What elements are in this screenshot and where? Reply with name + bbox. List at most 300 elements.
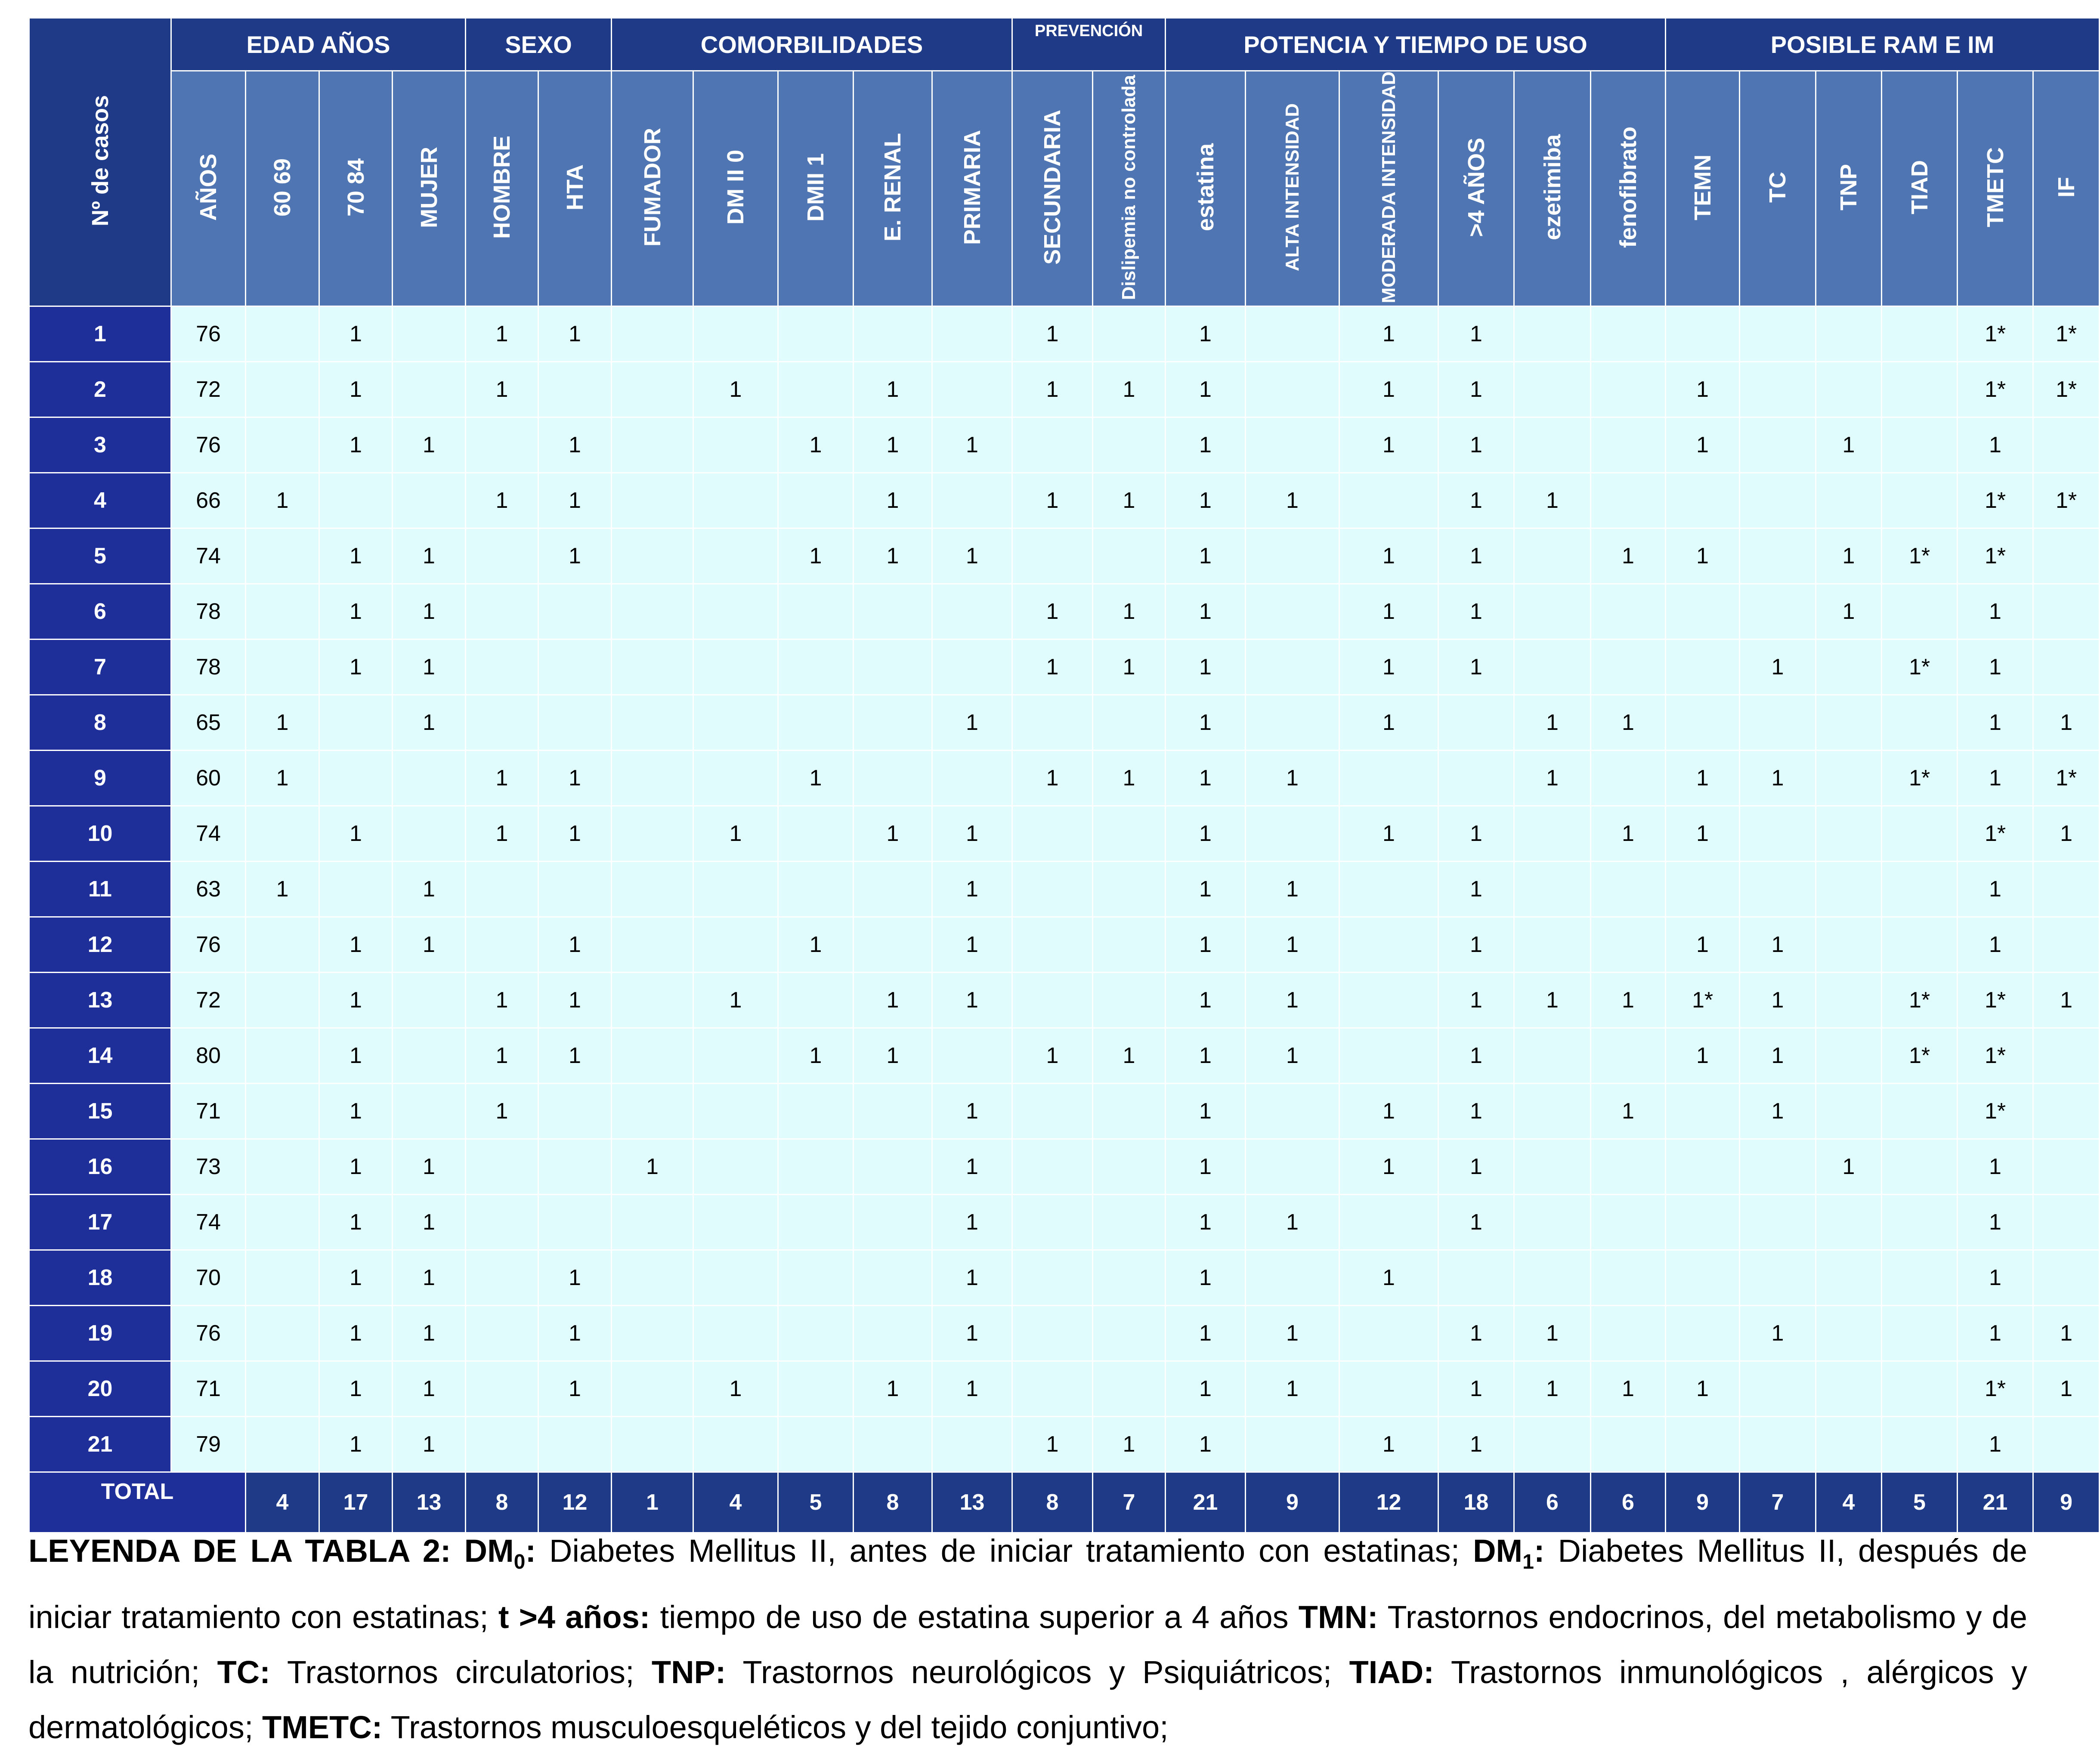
table-cell: [1740, 584, 1816, 639]
table-cell: 1: [1012, 750, 1093, 806]
table-cell: 1: [1438, 1194, 1514, 1250]
table-cell: [1740, 528, 1816, 584]
table-cell: 1*: [1882, 528, 1958, 584]
total-cell: 6: [1591, 1472, 1666, 1533]
case-number: 5: [29, 528, 171, 584]
total-cell: 13: [932, 1472, 1012, 1533]
column-header-label: TIAD: [1906, 160, 1933, 215]
table-cell: 1: [466, 473, 538, 528]
table-cell: 1*: [1958, 306, 2033, 362]
table-cell: [1093, 972, 1166, 1028]
table-cell: [466, 1416, 538, 1472]
table-cell: 1: [538, 1250, 612, 1305]
table-cell: [778, 306, 854, 362]
table-cell: [1882, 1083, 1958, 1139]
table-cell: 1*: [1958, 1083, 2033, 1139]
table-cell: [854, 584, 932, 639]
table-cell: [612, 861, 693, 917]
total-cell: 8: [466, 1472, 538, 1533]
table-cell: [466, 861, 538, 917]
table-cell: [1514, 1083, 1591, 1139]
table-cell: [1591, 1194, 1666, 1250]
column-header-label: HOMBRE: [489, 136, 515, 239]
table-cell: 1: [1166, 1250, 1246, 1305]
table-cell: 1: [1246, 1361, 1339, 1416]
column-header-label: ALTA INTENSIDAD: [1281, 103, 1303, 272]
table-cell: 1: [319, 306, 393, 362]
table-cell: 1: [538, 1361, 612, 1416]
table-cell: [1666, 1139, 1740, 1194]
table-cell: [538, 1416, 612, 1472]
column-header-fumador: [612, 71, 693, 306]
table-cell: [246, 639, 319, 695]
table-cell: [693, 639, 778, 695]
table-cell: 1: [1012, 362, 1093, 417]
table-cell: [612, 806, 693, 861]
table-cell: [1740, 861, 1816, 917]
table-cell: 1: [932, 1250, 1012, 1305]
table-cell: [1339, 1028, 1438, 1083]
table-cell: 1: [1166, 639, 1246, 695]
table-cell: 1: [1093, 362, 1166, 417]
table-cell: 1: [1666, 362, 1740, 417]
table-cell: [1666, 1250, 1740, 1305]
table-cell: [1740, 1194, 1816, 1250]
table-cell: 1: [1438, 917, 1514, 972]
legend-term: DM: [1473, 1533, 1523, 1569]
table-cell: 1: [1816, 584, 1882, 639]
table-cell: 74: [171, 806, 246, 861]
table-cell: [2033, 1028, 2100, 1083]
table-cell: [1740, 1361, 1816, 1416]
table-cell: [1339, 473, 1438, 528]
table-cell: 1: [538, 1305, 612, 1361]
table-cell: [854, 750, 932, 806]
table-cell: 1: [1166, 1028, 1246, 1083]
table-cell: 1: [932, 1194, 1012, 1250]
table-cell: 1: [854, 362, 932, 417]
table-body: [29, 306, 2100, 1472]
column-header-label: MUJER: [416, 146, 442, 228]
table-cell: [693, 1305, 778, 1361]
table-cell: [1882, 306, 1958, 362]
table-cell: [612, 1416, 693, 1472]
legend-definition: Trastornos inmunológicos , alérgicos y dermatológicos;: [28, 1654, 2027, 1745]
column-header-primaria: [932, 71, 1012, 306]
total-cell: 17: [319, 1472, 393, 1533]
table-cell: [778, 1416, 854, 1472]
table-cell: 1*: [1958, 972, 2033, 1028]
legend-definition: Diabetes Mellitus II, antes de iniciar tratamiento con estatinas;: [536, 1533, 1473, 1569]
table-cell: [1740, 473, 1816, 528]
table-cell: 1: [393, 695, 466, 750]
table-cell: [1591, 584, 1666, 639]
column-header-tmetc: [1958, 71, 2033, 306]
legend-definition: Trastornos neurológicos y Psiquiátricos;: [726, 1654, 1349, 1690]
table-cell: 1: [1339, 695, 1438, 750]
column-header-ezetimiba: [1514, 71, 1591, 306]
case-number: 18: [29, 1250, 171, 1305]
column-header-if: [2033, 71, 2100, 306]
data-table-container: [28, 17, 2079, 1533]
legend-definition: Diabetes Mellitus II, después de iniciar tratamiento con estatinas;: [28, 1533, 2027, 1635]
legend-definition: Trastornos endocrinos, del metabolismo y de la nutrición;: [28, 1599, 2027, 1690]
case-number: 13: [29, 972, 171, 1028]
legend-term: TIAD:: [1349, 1654, 1434, 1690]
table-cell: [778, 1139, 854, 1194]
table-cell: [1882, 362, 1958, 417]
table-cell: [1816, 1028, 1882, 1083]
table-cell: 1: [693, 362, 778, 417]
column-header-moderada-intensidad: [1339, 71, 1438, 306]
table-cell: [2033, 1083, 2100, 1139]
table-cell: [612, 750, 693, 806]
table-cell: 1: [393, 417, 466, 473]
table-cell: 1*: [1882, 1028, 1958, 1083]
legend-term: t >4 años:: [498, 1599, 650, 1635]
legend-term-subscript: 1: [1522, 1550, 1534, 1573]
table-cell: [1093, 695, 1166, 750]
column-header-dislipemia-no-controlada: [1093, 71, 1166, 306]
table-cell: [1438, 750, 1514, 806]
table-cell: 1: [2033, 1305, 2100, 1361]
total-cell: 7: [1740, 1472, 1816, 1533]
table-cell: 1: [1012, 584, 1093, 639]
table-cell: 1: [1514, 1305, 1591, 1361]
table-cell: [466, 1139, 538, 1194]
table-cell: 1: [1438, 362, 1514, 417]
table-cell: 1: [1246, 473, 1339, 528]
table-cell: 1: [1666, 1028, 1740, 1083]
table-cell: 1: [1246, 1194, 1339, 1250]
table-cell: [1591, 1139, 1666, 1194]
legend-definition: Trastornos circulatorios;: [270, 1654, 652, 1690]
case-number: 17: [29, 1194, 171, 1250]
table-cell: [1740, 695, 1816, 750]
table-cell: 1: [1740, 1028, 1816, 1083]
table-cell: [932, 362, 1012, 417]
table-cell: 1: [1438, 473, 1514, 528]
table-cell: 1: [1438, 806, 1514, 861]
table-cell: 1: [1958, 584, 2033, 639]
table-cell: [1339, 972, 1438, 1028]
table-cell: [1882, 473, 1958, 528]
table-cell: [538, 639, 612, 695]
table-cell: [466, 1194, 538, 1250]
case-number: 1: [29, 306, 171, 362]
table-cell: 1*: [1882, 750, 1958, 806]
table-cell: 1: [2033, 695, 2100, 750]
legend-separator: :: [525, 1533, 536, 1569]
table-cell: [693, 584, 778, 639]
table-row: [29, 1139, 2100, 1194]
table-cell: 1: [319, 972, 393, 1028]
table-cell: [1339, 861, 1438, 917]
column-header-secundaria: [1012, 71, 1093, 306]
table-cell: [612, 1028, 693, 1083]
table-cell: 1: [1166, 1416, 1246, 1472]
table-cell: [1882, 417, 1958, 473]
table-cell: [466, 695, 538, 750]
table-cell: 1: [1166, 917, 1246, 972]
legend-item: [262, 1709, 1169, 1745]
table-cell: 1: [246, 695, 319, 750]
table-cell: 76: [171, 917, 246, 972]
table-cell: 1: [393, 1361, 466, 1416]
table-cell: [778, 1361, 854, 1416]
case-number-header-label: Nº de casos: [87, 95, 113, 227]
table-cell: [932, 639, 1012, 695]
table-cell: [1012, 1083, 1093, 1139]
total-cell: 12: [538, 1472, 612, 1533]
table-cell: [778, 1194, 854, 1250]
table-cell: [393, 1083, 466, 1139]
table-cell: [1666, 584, 1740, 639]
column-header-60-69: [246, 71, 319, 306]
table-cell: 1*: [2033, 362, 2100, 417]
table-cell: 1: [1166, 362, 1246, 417]
table-cell: [1514, 306, 1591, 362]
table-cell: [612, 1194, 693, 1250]
table-cell: [1246, 362, 1339, 417]
column-header-label: IF: [2053, 177, 2079, 198]
table-cell: [1514, 528, 1591, 584]
table-cell: 1: [393, 1416, 466, 1472]
total-cell: 4: [246, 1472, 319, 1533]
table-cell: [1591, 1250, 1666, 1305]
table-cell: [1816, 473, 1882, 528]
table-cell: [1514, 639, 1591, 695]
table-cell: 1: [1339, 528, 1438, 584]
table-cell: 1: [1591, 972, 1666, 1028]
total-cell: 13: [393, 1472, 466, 1533]
table-cell: 70: [171, 1250, 246, 1305]
table-cell: [1591, 1416, 1666, 1472]
table-cell: 1: [1438, 306, 1514, 362]
table-cell: 1: [1339, 417, 1438, 473]
total-cell: 21: [1166, 1472, 1246, 1533]
table-cell: [854, 1139, 932, 1194]
table-cell: [612, 473, 693, 528]
table-cell: [246, 362, 319, 417]
table-cell: [393, 750, 466, 806]
table-cell: [2033, 1250, 2100, 1305]
column-header-mujer: [393, 71, 466, 306]
table-cell: 1: [319, 417, 393, 473]
table-cell: 72: [171, 362, 246, 417]
table-cell: 1: [1166, 584, 1246, 639]
table-cell: [2033, 1416, 2100, 1472]
table-cell: [1740, 306, 1816, 362]
table-cell: 1: [1166, 1083, 1246, 1139]
table-cell: [612, 1083, 693, 1139]
table-cell: 1: [319, 1361, 393, 1416]
table-cell: [1246, 1083, 1339, 1139]
table-cell: [1246, 806, 1339, 861]
table-cell: [778, 1083, 854, 1139]
table-cell: [1339, 750, 1438, 806]
table-cell: 1: [319, 1250, 393, 1305]
table-row: [29, 861, 2100, 917]
table-row: [29, 1416, 2100, 1472]
table-cell: 1: [1958, 750, 2033, 806]
table-cell: 1*: [1882, 972, 1958, 1028]
table-cell: [778, 639, 854, 695]
table-cell: [246, 306, 319, 362]
table-cell: [1012, 917, 1093, 972]
table-cell: 1: [393, 1250, 466, 1305]
table-cell: 1: [2033, 1361, 2100, 1416]
table-cell: 1: [932, 417, 1012, 473]
table-cell: [1093, 417, 1166, 473]
table-cell: [693, 473, 778, 528]
table-cell: [1816, 750, 1882, 806]
table-cell: 1: [1166, 417, 1246, 473]
table-cell: [246, 1083, 319, 1139]
table-cell: [1816, 1194, 1882, 1250]
table-cell: [932, 306, 1012, 362]
table-cell: [1591, 861, 1666, 917]
table-cell: [1246, 584, 1339, 639]
table-cell: [612, 695, 693, 750]
table-cell: 74: [171, 528, 246, 584]
legend-item: [498, 1599, 1299, 1635]
table-cell: 60: [171, 750, 246, 806]
table-cell: 1: [1093, 1028, 1166, 1083]
table-row: [29, 528, 2100, 584]
table-cell: [693, 750, 778, 806]
group-header-sexo: SEXO: [466, 18, 612, 71]
table-cell: 1: [854, 528, 932, 584]
table-cell: 1: [1339, 1083, 1438, 1139]
table-cell: [538, 861, 612, 917]
column-header-label: TEMN: [1689, 154, 1716, 220]
table-cell: 1: [1339, 362, 1438, 417]
table-cell: 78: [171, 584, 246, 639]
table-cell: [854, 1083, 932, 1139]
table-cell: [612, 362, 693, 417]
table-cell: [538, 1139, 612, 1194]
column-header-row: [29, 71, 2100, 306]
table-cell: [693, 1028, 778, 1083]
table-row: [29, 473, 2100, 528]
table-cell: [854, 1305, 932, 1361]
table-cell: [1012, 1250, 1093, 1305]
case-number: 3: [29, 417, 171, 473]
table-cell: 1: [932, 1083, 1012, 1139]
table-legend: [28, 1523, 2027, 1755]
table-cell: 1: [1438, 1139, 1514, 1194]
table-cell: [1339, 917, 1438, 972]
table-cell: 1: [1514, 1361, 1591, 1416]
total-cell: 5: [1882, 1472, 1958, 1533]
table-cell: 1: [693, 972, 778, 1028]
table-cell: [1882, 584, 1958, 639]
table-cell: 1: [932, 695, 1012, 750]
table-cell: 1: [1514, 972, 1591, 1028]
group-header-posible-ram-e-im: POSIBLE RAM E IM: [1666, 18, 2100, 71]
table-cell: 1: [1666, 806, 1740, 861]
table-cell: 1: [854, 473, 932, 528]
table-cell: 1: [1740, 750, 1816, 806]
table-cell: [693, 1139, 778, 1194]
table-cell: 1: [1166, 1139, 1246, 1194]
table-cell: [393, 806, 466, 861]
table-cell: [693, 417, 778, 473]
table-cell: [1591, 473, 1666, 528]
table-cell: [612, 639, 693, 695]
table-cell: [1012, 695, 1093, 750]
table-cell: [1591, 917, 1666, 972]
case-number: 19: [29, 1305, 171, 1361]
table-cell: 1*: [1666, 972, 1740, 1028]
table-cell: [393, 473, 466, 528]
table-cell: [612, 584, 693, 639]
column-header-anos: [171, 71, 246, 306]
table-row: [29, 917, 2100, 972]
table-cell: [1591, 750, 1666, 806]
table-cell: 1: [932, 1361, 1012, 1416]
total-cell: 8: [854, 1472, 932, 1533]
table-cell: [1514, 806, 1591, 861]
table-cell: [466, 1305, 538, 1361]
table-cell: [1012, 1361, 1093, 1416]
table-cell: [1740, 362, 1816, 417]
table-cell: [1882, 806, 1958, 861]
table-cell: [1816, 806, 1882, 861]
table-cell: [1246, 1416, 1339, 1472]
table-cell: 1: [1816, 417, 1882, 473]
table-cell: 1: [1740, 917, 1816, 972]
table-cell: [2033, 861, 2100, 917]
table-cell: 1: [466, 306, 538, 362]
table-cell: 1: [1438, 1361, 1514, 1416]
table-cell: [778, 1250, 854, 1305]
table-cell: [1591, 362, 1666, 417]
table-cell: [1591, 306, 1666, 362]
table-cell: [1012, 972, 1093, 1028]
table-cell: [1816, 861, 1882, 917]
table-cell: [319, 695, 393, 750]
table-cell: 1: [1438, 639, 1514, 695]
table-cell: 1: [1166, 972, 1246, 1028]
table-cell: 1: [1166, 750, 1246, 806]
table-cell: [1591, 417, 1666, 473]
table-cell: [612, 917, 693, 972]
table-cell: [1246, 639, 1339, 695]
table-cell: 1: [1438, 861, 1514, 917]
column-header-label: TC: [1765, 172, 1791, 203]
table-cell: [1514, 917, 1591, 972]
table-cell: [466, 1361, 538, 1416]
table-cell: 76: [171, 417, 246, 473]
table-cell: 1: [1093, 473, 1166, 528]
table-cell: [1816, 695, 1882, 750]
table-cell: [612, 528, 693, 584]
table-cell: 1: [538, 306, 612, 362]
table-cell: [466, 1250, 538, 1305]
table-cell: 1*: [2033, 473, 2100, 528]
table-cell: [393, 306, 466, 362]
table-cell: 1*: [1958, 528, 2033, 584]
table-cell: [1514, 1028, 1591, 1083]
column-header-label: Dislipemia no controlada: [1118, 74, 1140, 300]
table-cell: 1*: [1958, 1361, 2033, 1416]
column-header-70-84: [319, 71, 393, 306]
column-header-estatina: [1166, 71, 1246, 306]
table-row: [29, 750, 2100, 806]
table-cell: [1093, 1139, 1166, 1194]
